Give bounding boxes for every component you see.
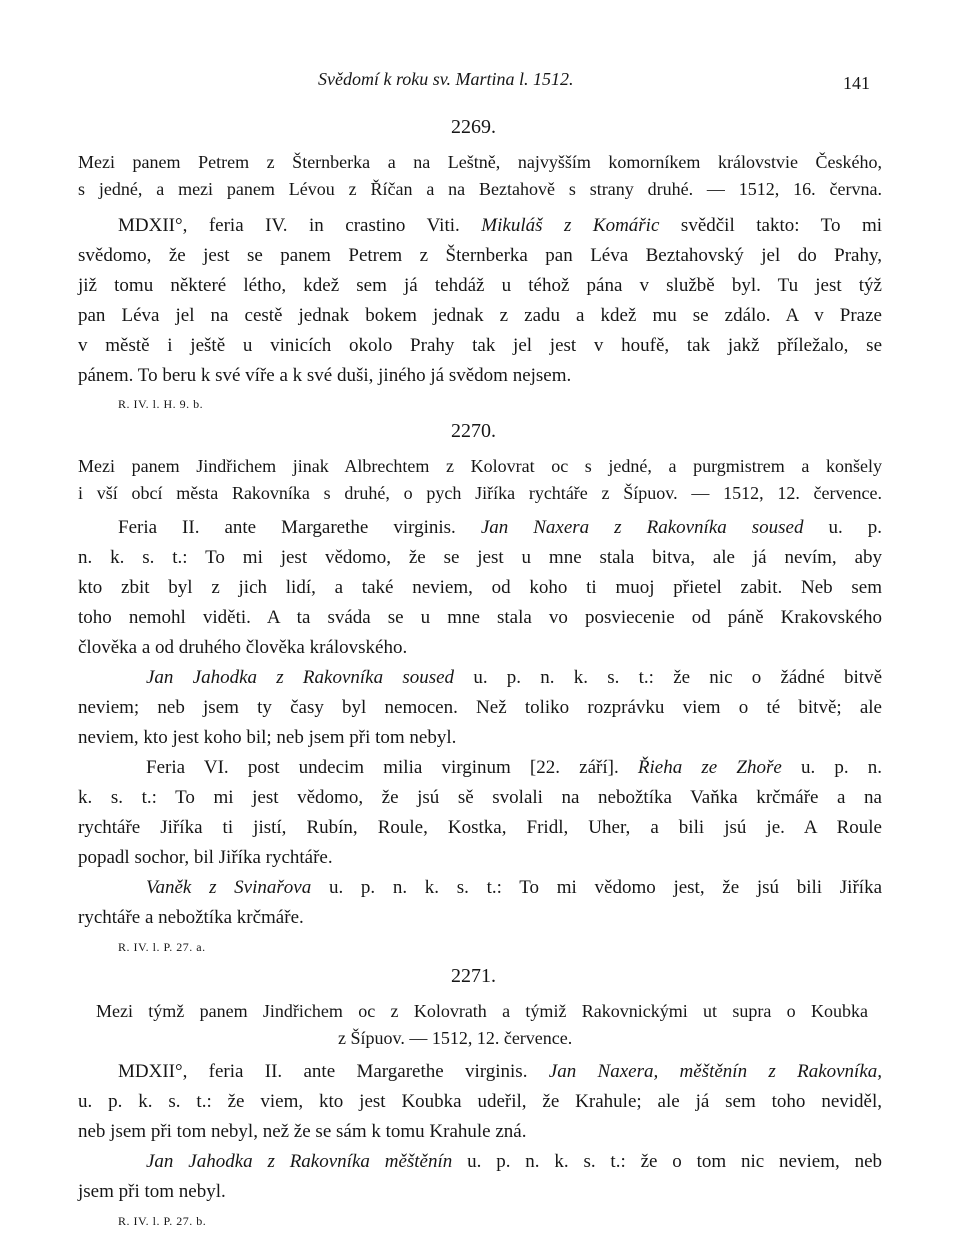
witness-name: Mikuláš z Komářic xyxy=(481,215,660,236)
archive-signature: R. IV. l. P. 27. a. xyxy=(118,940,206,954)
witness-name: Vaněk z Svinařova xyxy=(146,877,312,898)
entry-summary-line: z Šípuov. — 1512, 12. července. xyxy=(338,1028,573,1048)
entry-body-line xyxy=(146,875,882,901)
testimony-text: u. p. n. k. s. t.: že o tom nic neviem, neb xyxy=(467,1151,882,1172)
entry-body-line: k. s. t.: To mi jest vědomo, že jsú sě svolali na nebožtíka Vaňka krčmáře a na xyxy=(78,787,882,808)
entry-body-line xyxy=(118,1059,882,1085)
entry-body-line: jsem při tom nebyl. xyxy=(78,1181,226,1202)
testimony-text: u. p. xyxy=(828,517,883,538)
archive-signature: R. IV. l. P. 27. b. xyxy=(118,1214,207,1228)
archive-signature: R. IV. l. H. 9. b. xyxy=(118,397,204,411)
entry-body-line xyxy=(146,665,882,691)
testimony-text: u. p. n. xyxy=(800,757,883,778)
entry-number: 2269. xyxy=(451,116,496,138)
entry-body-line: již tomu některé létho, kdež sem já tehdáž u téhož pána v službě byl. Tu jest týž xyxy=(78,275,882,296)
witness-name: Jan Naxera, měštěnín z Rakovníka, xyxy=(548,1061,883,1082)
testimony-text: svědčil takto: To mi xyxy=(680,215,883,236)
date-line: MDXII°, feria IV. in crastino Viti. xyxy=(118,215,460,236)
running-title: Svědomí k roku sv. Martina l. 1512. xyxy=(318,69,574,89)
entry-summary-line: Mezi panem Jindřichem jinak Albrechtem z Kolovrat oc s jedné, a purgmistrem a konšely xyxy=(78,456,882,476)
entry-body-line: pan Léva jel na cestě jednak bokem jednak z zadu a kdež mu se zdálo. A v Praze xyxy=(78,305,882,326)
entry-body-line xyxy=(118,515,882,541)
witness-name: Jan Jahodka z Rakovníka soused xyxy=(146,667,455,688)
witness-name: Jan Jahodka z Rakovníka měštěnín xyxy=(146,1151,453,1172)
entry-body-line: neb jsem při tom nebyl, než že se sám k tomu Krahule zná. xyxy=(78,1121,527,1142)
entry-number: 2270. xyxy=(451,420,496,442)
testimony-text: u. p. n. k. s. t.: že nic o žádné bitvě xyxy=(473,667,883,688)
date-line: Feria VI. post undecim milia virginum [22. září]. xyxy=(146,757,619,778)
entry-body-line: u. p. k. s. t.: že viem, kto jest Koubka udeřil, že Krahule; ale já sem toho neviděl, xyxy=(78,1091,882,1112)
testimony-text: u. p. n. k. s. t.: To mi vědomo jest, že jsú bili Jiříka xyxy=(328,877,882,898)
entry-body-line xyxy=(146,755,882,781)
entry-body-line: svědomo, že jest se panem Petrem z Šternberka pan Léva Beztahovský jel do Prahy, xyxy=(78,245,882,266)
entry-body-line: rychtáře a nebožtíka krčmáře. xyxy=(78,907,304,928)
witness-name: Řieha ze Zhoře xyxy=(637,757,782,778)
date-line: MDXII°, feria II. ante Margarethe virginis. xyxy=(118,1061,528,1082)
entry-summary-line: s jedné, a mezi panem Lévou z Říčan a na Beztahově s strany druhé. — 1512, 16. června. xyxy=(78,179,882,199)
entry-body-line: toho nemohl viděti. A ta sváda se u mne stala vo posviecenie od páně Krakovského xyxy=(78,607,882,628)
entry-body-line: pánem. To beru k své víře a k své duši, jiného já svědom nejsem. xyxy=(78,365,572,386)
entry-number: 2271. xyxy=(451,965,496,987)
entry-body-line: n. k. s. t.: To mi jest vědomo, že se jest u mne stala bitva, ale já nevím, aby xyxy=(78,547,882,568)
witness-name: Jan Naxera z Rakovníka soused xyxy=(480,517,804,538)
entry-summary-line: i vší obcí města Rakovníka s druhé, o pych Jiříka rychtáře z Šípuov. — 1512, 12. července. xyxy=(78,483,882,503)
entry-body-line: člověka a od druhého člověka královského. xyxy=(78,637,408,658)
page-number: 141 xyxy=(843,73,870,93)
date-line: Feria II. ante Margarethe virginis. xyxy=(118,517,456,538)
entry-summary-line: Mezi týmž panem Jindřichem oc z Kolovrath a týmiž Rakovnickými ut supra o Koubka xyxy=(96,1001,868,1021)
entry-summary-line: Mezi panem Petrem z Šternberka a na Leštně, najvyšším komorníkem královstvie Českého, xyxy=(78,152,882,172)
entry-body-line: popadl sochor, bil Jiříka rychtáře. xyxy=(78,847,333,868)
entry-body-line: rychtáře Jiříka ti jistí, Rubín, Roule, Kostka, Fridl, Uher, a bili jsú je. A Roule xyxy=(78,817,882,838)
entry-body-line: kto zbit byl z jich lidí, a také neviem, od koho ti muoj přietel zabit. Neb sem xyxy=(78,577,882,598)
entry-body-line: neviem, kto jest koho bil; neb jsem při tom nebyl. xyxy=(78,727,457,748)
entry-body-line: neviem; neb jsem ty časy byl nemocen. Než toliko rozprávku viem o té bitvě; ale xyxy=(78,697,882,718)
entry-body-line xyxy=(146,1149,882,1175)
entry-body-line: v městě i ještě u vinicích okolo Prahy tak jel jest v houfě, tak jakž příležalo, se xyxy=(78,335,882,356)
entry-body-line xyxy=(118,213,882,239)
